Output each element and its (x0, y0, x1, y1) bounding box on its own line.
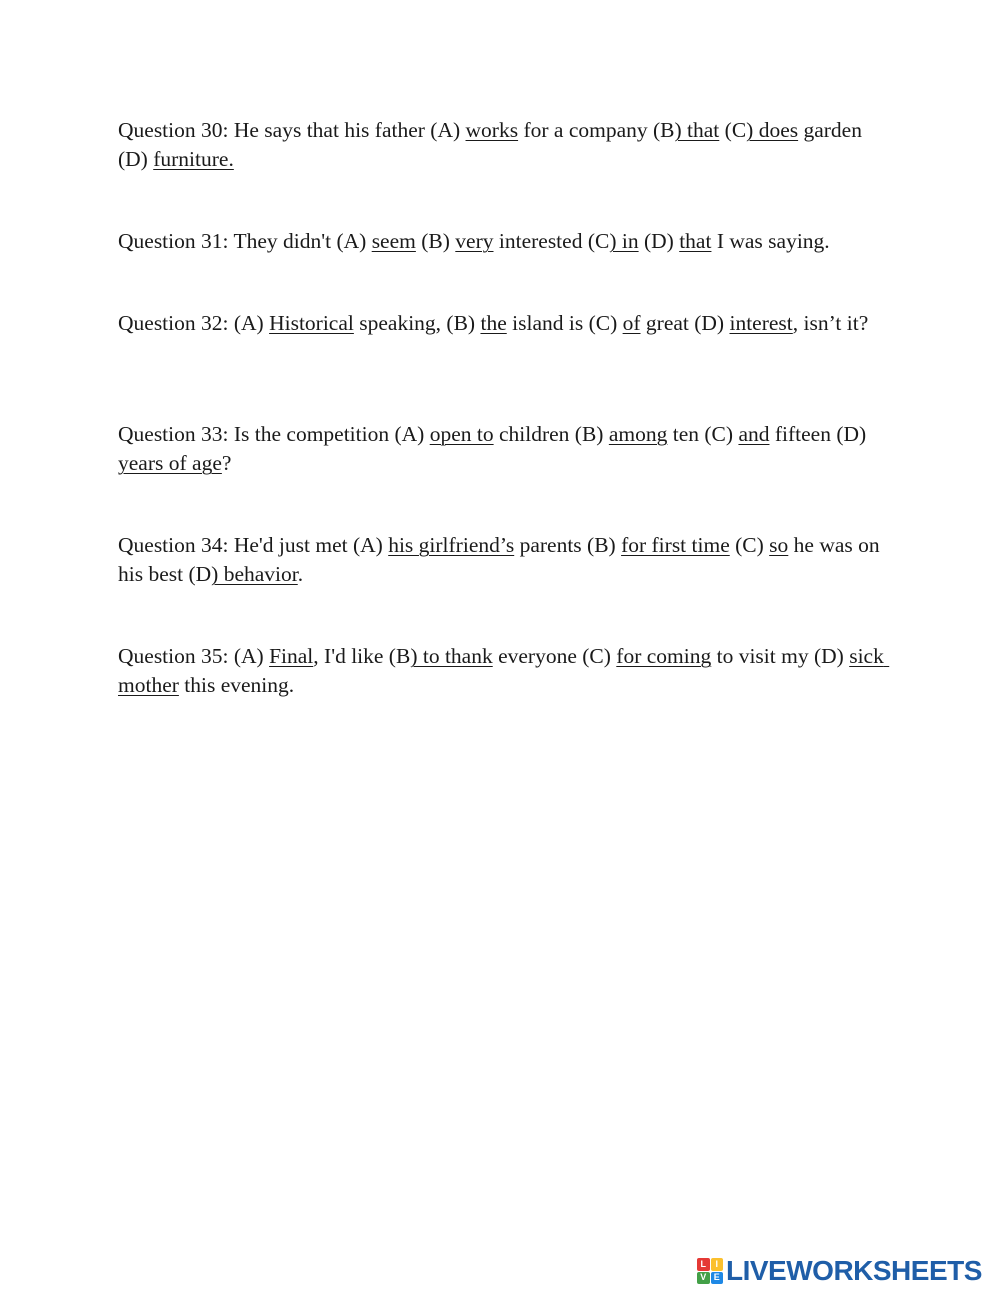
option-a-underlined: seem (371, 229, 416, 253)
option-b-underlined: ) that (674, 118, 720, 142)
question-text: children (B) (493, 422, 609, 446)
question-text: fifteen (D) (769, 422, 872, 446)
question-text: (C (719, 118, 747, 142)
option-a-underlined: Historical (269, 311, 354, 335)
question-text: (C) (729, 533, 770, 557)
logo-wordmark: LIVEWORKSHEETS (726, 1255, 982, 1286)
question-text: interested (C (493, 229, 610, 253)
question-text: for a company (B (518, 118, 675, 142)
option-d-underlined: sick mother (118, 644, 890, 697)
logo-letter-v: V (697, 1272, 710, 1285)
option-a-underlined: works (465, 118, 519, 142)
logo-letter-i: I (711, 1258, 724, 1271)
option-a-underlined: open to (429, 422, 494, 446)
question-text: Question 35: (A) (118, 644, 270, 668)
question-32 (118, 309, 888, 338)
question-text: . (297, 562, 304, 586)
option-d-underlined: furniture. (153, 147, 234, 171)
question-text: ten (C) (667, 422, 739, 446)
question-text: Question 33: Is the competition (A) (118, 422, 430, 446)
option-c-underlined: and (738, 422, 770, 446)
question-text: Question 31: They didn't (A) (118, 229, 372, 253)
logo-letter-l: L (697, 1258, 710, 1271)
question-text: garden (D) (118, 118, 868, 171)
question-text: everyone (C) (492, 644, 617, 668)
option-c-underlined: so (769, 533, 789, 557)
liveworksheets-logo (697, 1254, 982, 1288)
option-b-underlined: among (608, 422, 668, 446)
option-d-underlined: years of age (118, 451, 222, 475)
question-text: parents (B) (514, 533, 622, 557)
question-text: Question 30: He says that his father (A) (118, 118, 466, 142)
question-text: (B) (415, 229, 456, 253)
question-text: great (D) (640, 311, 730, 335)
option-d-underlined: ) behavior (211, 562, 298, 586)
question-text: , I'd like (B (313, 644, 411, 668)
option-c-underlined: ) in (609, 229, 639, 253)
liveworksheets-logo-icon (697, 1258, 723, 1284)
question-text: (D) (638, 229, 680, 253)
question-34 (118, 531, 888, 589)
option-d-underlined: that (679, 229, 712, 253)
option-b-underlined: very (455, 229, 494, 253)
question-30 (118, 116, 888, 174)
question-text: speaking, (B) (353, 311, 481, 335)
option-c-underlined: ) does (746, 118, 799, 142)
question-31 (118, 227, 888, 256)
option-d-underlined: interest (729, 311, 793, 335)
option-b-underlined: ) to thank (410, 644, 493, 668)
logo-letter-e: E (711, 1272, 724, 1285)
question-text: he was on his best (D (118, 533, 886, 586)
question-35 (118, 642, 888, 700)
option-a-underlined: Final (269, 644, 314, 668)
question-text: ? (221, 451, 232, 475)
option-b-underlined: for first time (621, 533, 730, 557)
question-text: Question 32: (A) (118, 311, 270, 335)
option-b-underlined: the (480, 311, 507, 335)
option-c-underlined: of (622, 311, 641, 335)
option-c-underlined: for coming (616, 644, 712, 668)
question-text: Question 34: He'd just met (A) (118, 533, 389, 557)
question-text: I was saying. (711, 229, 830, 253)
question-text: to visit my (D) (711, 644, 850, 668)
question-text: , isn’t it? (792, 311, 869, 335)
question-text: island is (C) (506, 311, 623, 335)
question-text: this evening. (178, 673, 295, 697)
option-a-underlined: his girlfriend’s (388, 533, 515, 557)
question-33 (118, 420, 888, 478)
